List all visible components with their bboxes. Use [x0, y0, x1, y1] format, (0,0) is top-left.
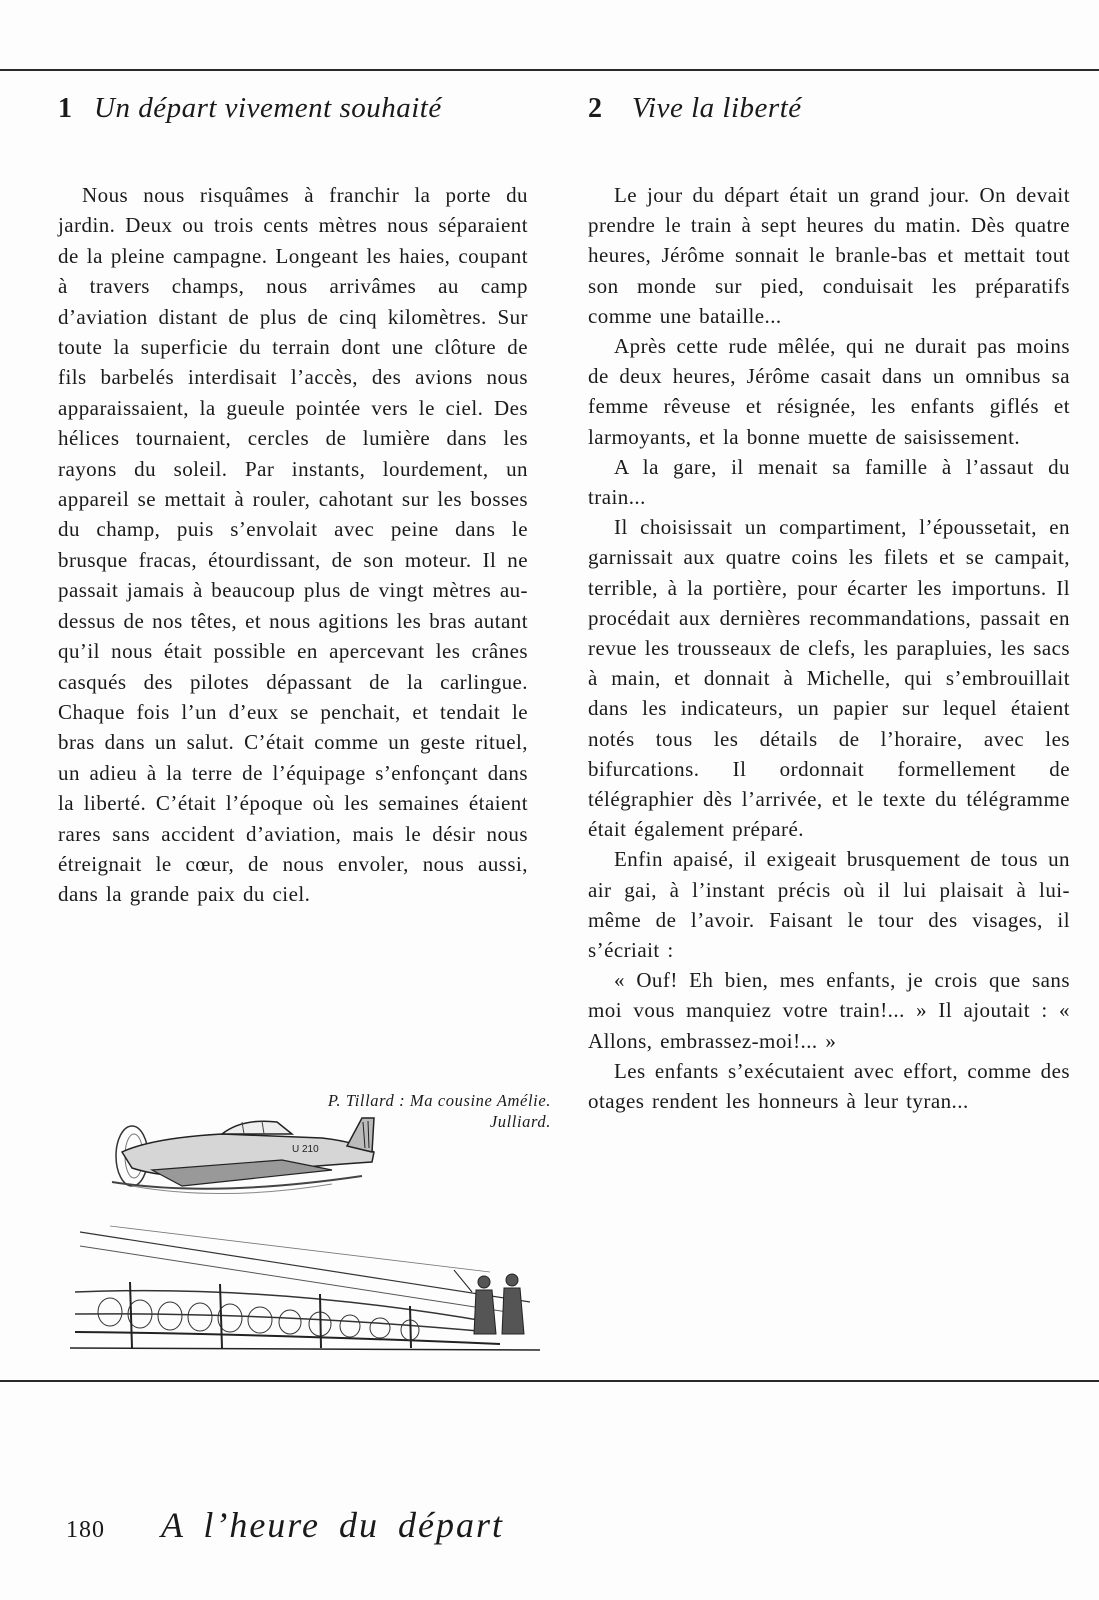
section-1-title: Un départ vivement souhaité — [94, 92, 442, 124]
section-2-paragraph: Il choisissait un compartiment, l’époussetait, en garnissait aux quatre coins les filets et se campait, terrible, à la portière, pour écarter les importuns. Il procédait aux dernières recommandations, passait en revue les trousseaux de clefs, les parapluies, les sacs à main, et donnait à Michelle, qui s’embrouillait dans les indicateurs, un papier sur lequel étaient notés tous les détails de l’horaire, avec les bifurcations. Il ordonnait formellement de télégraphier dès l’arrivée, et le texte du télégramme était également préparé. — [588, 515, 1070, 842]
chapter-title: A l’heure du départ — [161, 1505, 504, 1545]
section-1 — [58, 92, 528, 910]
section-2-number: 2 — [588, 93, 602, 124]
airplane-illustration — [92, 1112, 392, 1202]
section-2-body — [588, 180, 1070, 1116]
top-rule — [0, 69, 1099, 71]
section-2-paragraph: Le jour du départ était un grand jour. On devait prendre le train à sept heures du matin. Dès quatre heures, Jérôme sonnait le branle-bas et mettait tout son monde sur pied, conduisait les préparatifs comme une bataille... — [588, 183, 1070, 328]
section-1-body: Nous nous risquâmes à franchir la porte du jardin. Deux ou trois cents mètres nous séparaient de la pleine campagne. Longeant les haies, coupant à travers champs, nous arrivâmes au camp d’aviation distant de plus de cinq kilomètres. Sur toute la superficie du terrain dont une clôture de fils barbelés interdisait l’accès, des avions nous apparaissaient, la gueule pointée vers le ciel. Des hélices tournaient, cercles de lumière dans les rayons du soleil. Par instants, lourdement, un appareil se mettait à rouler, cahotant sur les bosses du champ, puis s’envolait avec peine dans le brusque fracas, étourdissant, de son moteur. Il ne passait jamais à beaucoup plus de vingt mètres au-dessus de nos têtes, et nous agitions les bras autant qu’il nous était possible en apercevant les crânes casqués des pilotes dépassant de la carlingue. Chaque fois l’un d’eux se penchait, et tendait le bras dans un salut. C’était comme un geste rituel, un adieu à la terre de l’équipage s’enfonçant dans la liberté. C’était l’époque où les semaines étaient rares sans accident d’aviation, mais le désir nous étreignait le cœur, de nous envoler, nous aussi, dans la grande paix du ciel. — [58, 183, 528, 907]
credit-line-2: Julliard. — [489, 1112, 551, 1131]
section-2 — [588, 92, 1070, 1116]
section-2-heading — [588, 92, 1070, 132]
credit-line-1: P. Tillard : Ma cousine Amélie. — [327, 1091, 551, 1110]
section-2-title: Vive la liberté — [632, 92, 802, 124]
page-footer — [66, 1504, 504, 1546]
section-2-paragraph: Enfin apaisé, il exigeait brusquement de tous un air gai, à l’instant précis où il lui plaisait à lui-même de l’avoir. Faisant le tour des visages, il s’écriait : — [588, 847, 1070, 963]
section-1-number: 1 — [58, 93, 72, 124]
bottom-rule — [0, 1380, 1099, 1382]
section-2-paragraph: « Ouf! Eh bien, mes enfants, je crois que sans moi vous manquiez votre train!... » Il ajoutait : « Allons, embrassez-moi!... » — [588, 968, 1070, 1053]
svg-text:U 210: U 210 — [292, 1144, 319, 1155]
section-1-heading — [58, 92, 528, 132]
section-2-paragraph: Après cette rude mêlée, qui ne durait pas moins de deux heures, Jérôme casait dans un omnibus sa femme rêveuse et résignée, les enfants giflés et larmoyants, et la bonne muette de saisissement. — [588, 334, 1070, 449]
section-2-paragraph: Les enfants s’exécutaient avec effort, comme des otages rendent les honneurs à leur tyran... — [588, 1058, 1070, 1114]
page-number: 180 — [66, 1517, 105, 1543]
section-2-paragraph: A la gare, il menait sa famille à l’assaut du train... — [588, 454, 1070, 510]
fence-illustration — [70, 1222, 540, 1358]
